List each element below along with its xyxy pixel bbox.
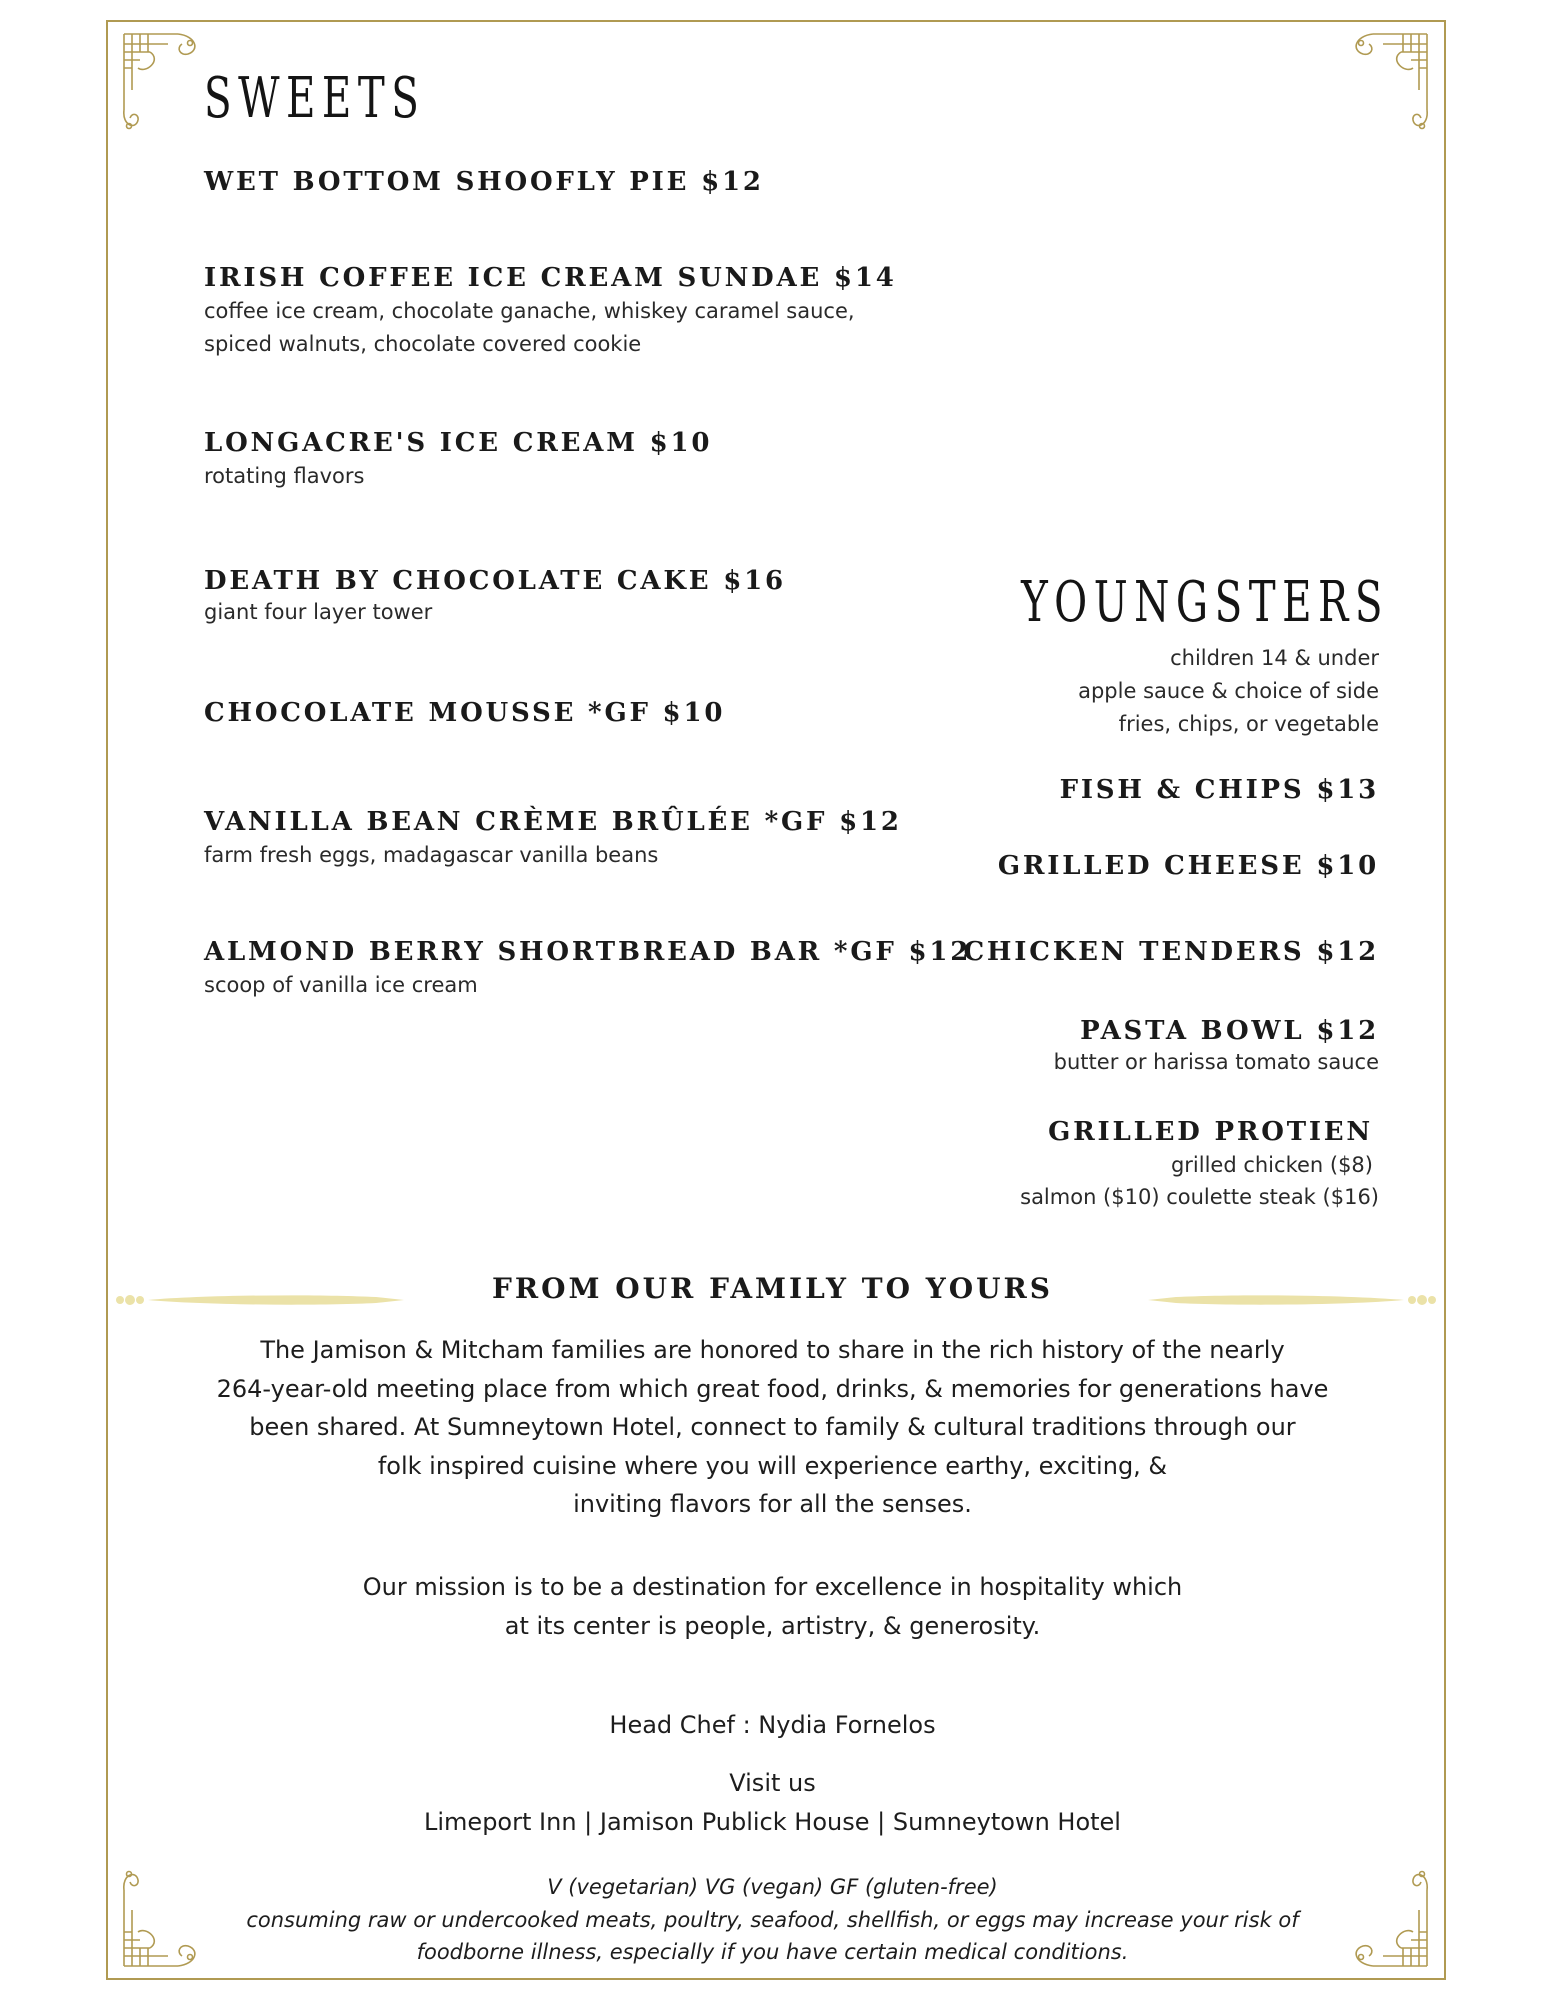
menu-item <box>1060 773 1379 807</box>
consumption-warning: foodborne illness, especially if you have certain medical conditions. <box>416 1940 1129 1964</box>
item-name: CHOCOLATE MOUSSE *GF $10 <box>204 698 726 728</box>
text-line: been shared. At Sumneytown Hotel, connect to family & cultural traditions through our <box>249 1413 1296 1441</box>
text-line: inviting flavors for all the senses. <box>573 1490 972 1518</box>
item-description: scoop of vanilla ice cream <box>204 973 478 997</box>
item-name: PASTA BOWL $12 <box>1080 1016 1379 1046</box>
head-chef <box>150 1706 1395 1745</box>
item-name: CHICKEN TENDERS $12 <box>963 937 1379 967</box>
menu-item <box>1054 1014 1379 1076</box>
intro-line: fries, chips, or vegetable <box>1118 712 1379 736</box>
footer-notice <box>150 1871 1395 1969</box>
dietary-legend: V (vegetarian) VG (vegan) GF (gluten-free) <box>547 1875 998 1899</box>
intro-line: children 14 & under <box>1170 646 1379 670</box>
item-name: DEATH BY CHOCOLATE CAKE $16 <box>204 566 786 596</box>
visit-label: Visit us <box>729 1769 816 1797</box>
item-name: GRILLED PROTIEN <box>1048 1117 1373 1147</box>
flourish-right <box>1148 1288 1438 1312</box>
item-name: VANILLA BEAN CRÈME BRÛLÉE *GF $12 <box>204 807 902 837</box>
menu-item <box>204 696 725 730</box>
menu-item <box>998 849 1379 883</box>
item-description: salmon ($10) coulette steak ($16) <box>1020 1185 1379 1209</box>
menu-item <box>1020 1115 1379 1213</box>
item-description: farm fresh eggs, madagascar vanilla beans <box>204 843 659 867</box>
consumption-warning: consuming raw or undercooked meats, poultry, seafood, shellfish, or eggs may increase your risk of <box>246 1907 1299 1932</box>
item-name: ALMOND BERRY SHORTBREAD BAR *GF $12 <box>204 937 972 967</box>
menu-item <box>204 805 902 872</box>
sweets-title: SWEETS <box>204 66 426 131</box>
family-history-paragraph <box>150 1331 1395 1524</box>
menu-item <box>204 261 897 361</box>
item-description: butter or harissa tomato sauce <box>1053 1050 1379 1074</box>
intro-line: apple sauce & choice of side <box>1078 679 1379 703</box>
text-line: Head Chef : Nydia Fornelos <box>609 1711 936 1739</box>
family-section-title: FROM OUR FAMILY TO YOURS <box>491 1272 1054 1305</box>
menu-item <box>204 564 786 626</box>
text-line: 264-year-old meeting place from which great food, drinks, & memories for generations have <box>216 1374 1329 1403</box>
text-line: Our mission is to be a destination for excellence in hospitality which <box>362 1573 1183 1601</box>
menu-item <box>963 935 1379 969</box>
item-description: giant four layer tower <box>204 600 433 624</box>
corner-ornament-top-left <box>116 30 216 140</box>
item-name: WET BOTTOM SHOOFLY PIE $12 <box>204 167 764 197</box>
item-name: LONGACRE'S ICE CREAM $10 <box>204 428 713 458</box>
menu-item <box>204 935 971 1002</box>
item-name: FISH & CHIPS $13 <box>1059 775 1379 805</box>
item-description: spiced walnuts, chocolate covered cookie <box>204 332 642 356</box>
locations: Limeport Inn | Jamison Publick House | Sumneytown Hotel <box>424 1807 1121 1836</box>
youngsters-title: YOUNGSTERS <box>1021 570 1389 635</box>
item-name: IRISH COFFEE ICE CREAM SUNDAE $14 <box>204 263 897 293</box>
corner-ornament-top-right <box>1335 30 1435 140</box>
text-line: folk inspired cuisine where you will experience earthy, exciting, & <box>377 1451 1168 1480</box>
text-line: at its center is people, artistry, & generosity. <box>504 1611 1041 1640</box>
item-description: coffee ice cream, chocolate ganache, whiskey caramel sauce, <box>204 299 855 323</box>
menu-item <box>204 426 712 493</box>
mission-paragraph <box>150 1568 1395 1645</box>
text-line: The Jamison & Mitcham families are honored to share in the rich history of the nearly <box>260 1336 1285 1364</box>
visit-us <box>150 1764 1395 1841</box>
menu-item <box>204 165 764 199</box>
youngsters-intro <box>1078 642 1379 741</box>
item-description: grilled chicken ($8) <box>1170 1153 1373 1177</box>
item-description: rotating flavors <box>204 464 365 488</box>
item-name: GRILLED CHEESE $10 <box>997 851 1379 881</box>
